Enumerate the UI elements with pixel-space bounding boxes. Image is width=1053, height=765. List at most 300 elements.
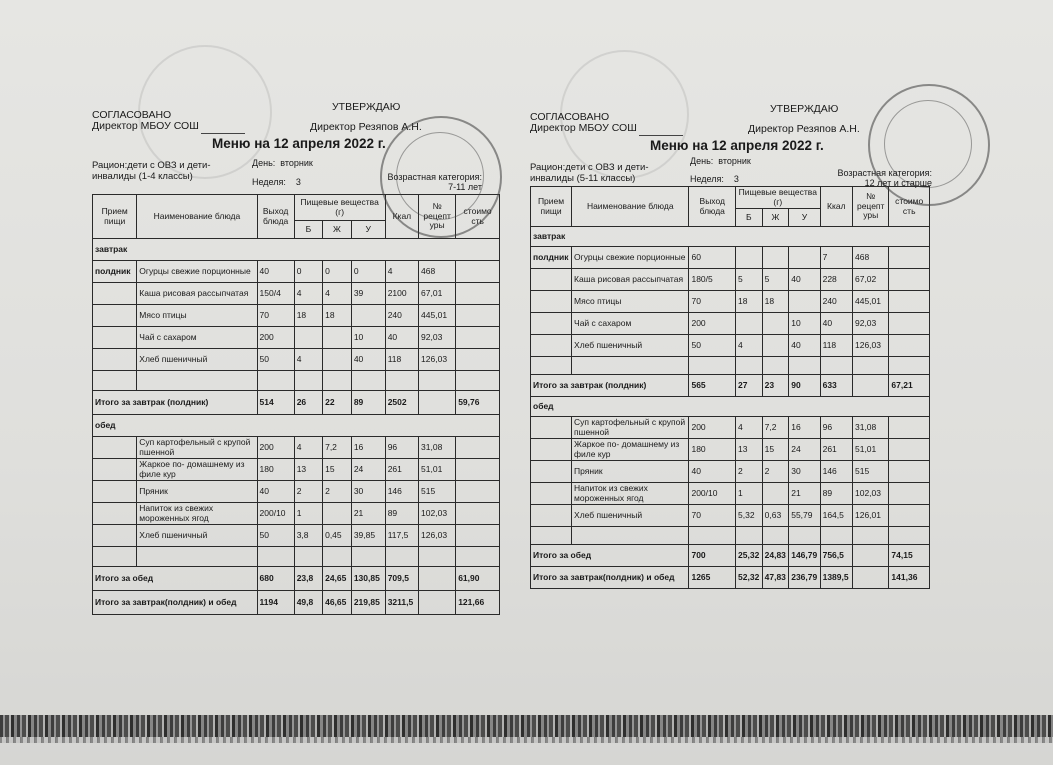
total-row — [531, 545, 930, 567]
value-u: 10 — [789, 313, 820, 335]
value-b — [736, 313, 763, 335]
table-row — [531, 505, 930, 527]
meal-cell — [531, 483, 572, 505]
meal-cell — [93, 305, 137, 327]
value-b: 13 — [294, 459, 322, 481]
value-cost — [889, 417, 930, 439]
dish-name: Огурцы свежие порционные — [572, 247, 689, 269]
total-row — [93, 567, 500, 591]
total-zh: 24,65 — [323, 567, 352, 591]
empty-cell — [820, 357, 852, 375]
age-value: 7-11 лет — [448, 182, 482, 192]
value-recipe: 102,03 — [419, 503, 456, 525]
value-kcal: 89 — [385, 503, 418, 525]
agreed-title: СОГЛАСОВАНО — [530, 111, 610, 123]
header-yield: Выход блюда — [257, 195, 294, 239]
stamp-icon — [380, 116, 502, 238]
section-row — [531, 397, 930, 417]
value-cost — [889, 505, 930, 527]
value-u — [789, 291, 820, 313]
table-row — [93, 349, 500, 371]
value-b: 0 — [294, 261, 322, 283]
total-cost: 67,21 — [889, 375, 930, 397]
dish-name: Хлеб пшеничный — [572, 335, 689, 357]
agreed-line: Директор МБОУ СОШ — [92, 120, 199, 132]
header-kcal: Ккал — [385, 195, 418, 239]
total-label: Итого за обед — [93, 567, 258, 591]
value-yield: 200 — [689, 313, 736, 335]
total-label: Итого за завтрак (полдник) — [531, 375, 689, 397]
dish-name: Чай с сахаром — [572, 313, 689, 335]
value-b — [736, 247, 763, 269]
table-row — [93, 327, 500, 349]
meal-cell — [93, 437, 137, 459]
signature-icon — [201, 122, 245, 134]
total-b: 49,8 — [294, 591, 322, 615]
value-u: 55,79 — [789, 505, 820, 527]
dish-name: Огурцы свежие порционные — [137, 261, 257, 283]
meal-cell — [531, 313, 572, 335]
week-label: Неделя: — [690, 174, 724, 184]
empty-cell — [572, 357, 689, 375]
empty-cell — [93, 547, 137, 567]
total-zh: 47,83 — [762, 567, 789, 589]
total-b: 25,32 — [736, 545, 763, 567]
total-label: Итого за завтрак(полдник) и обед — [93, 591, 258, 615]
value-u: 39,85 — [351, 525, 385, 547]
dish-name: Чай с сахаром — [137, 327, 257, 349]
meal-cell — [531, 335, 572, 357]
value-b: 1 — [294, 503, 322, 525]
value-zh: 18 — [762, 291, 789, 313]
day-value: вторник — [280, 158, 313, 168]
total-yield: 1265 — [689, 567, 736, 589]
value-recipe: 92,03 — [852, 313, 888, 335]
empty-cell — [762, 527, 789, 545]
empty-cell — [385, 371, 418, 391]
age-label: Возрастная категория: — [837, 168, 932, 178]
dish-name: Пряник — [137, 481, 257, 503]
section-label: завтрак — [531, 227, 930, 247]
section-label: обед — [531, 397, 930, 417]
value-cost — [456, 327, 500, 349]
header-kcal: Ккал — [820, 187, 852, 227]
empty-cell — [456, 547, 500, 567]
value-zh — [762, 335, 789, 357]
value-cost — [456, 437, 500, 459]
empty-cell — [456, 371, 500, 391]
value-b: 4 — [294, 349, 322, 371]
week-label: Неделя: — [252, 177, 286, 187]
total-recipe — [419, 391, 456, 415]
value-zh: 15 — [762, 439, 789, 461]
value-zh: 4 — [323, 283, 352, 305]
empty-cell — [531, 357, 572, 375]
value-yield: 200/10 — [257, 503, 294, 525]
value-u — [789, 247, 820, 269]
value-recipe: 126,03 — [419, 525, 456, 547]
value-yield: 70 — [689, 505, 736, 527]
day-info — [252, 158, 313, 168]
value-kcal: 164,5 — [820, 505, 852, 527]
meal-cell — [531, 291, 572, 313]
total-b: 52,32 — [736, 567, 763, 589]
value-b: 3,8 — [294, 525, 322, 547]
value-yield: 50 — [257, 525, 294, 547]
value-kcal: 228 — [820, 269, 852, 291]
approve-title: УТВЕРЖДАЮ — [770, 103, 839, 115]
value-kcal: 96 — [385, 437, 418, 459]
age-value: 12 лет и старше — [864, 178, 932, 188]
empty-cell — [736, 357, 763, 375]
section-row — [93, 415, 500, 437]
empty-cell — [257, 547, 294, 567]
value-u: 39 — [351, 283, 385, 305]
value-cost — [889, 269, 930, 291]
total-zh: 24,83 — [762, 545, 789, 567]
value-recipe: 445,01 — [419, 305, 456, 327]
value-u: 24 — [351, 459, 385, 481]
table-row — [93, 261, 500, 283]
header-protein: Б — [294, 221, 322, 239]
value-yield: 180/5 — [689, 269, 736, 291]
agreed-line: Директор МБОУ СОШ — [530, 122, 637, 134]
value-recipe: 31,08 — [419, 437, 456, 459]
value-zh — [323, 503, 352, 525]
day-label: День: — [690, 156, 714, 166]
empty-cell — [889, 527, 930, 545]
section-label: завтрак — [93, 239, 500, 261]
header-yield: Выход блюда — [689, 187, 736, 227]
meal-cell — [93, 327, 137, 349]
stamp-icon — [868, 84, 990, 206]
total-label: Итого за обед — [531, 545, 689, 567]
value-yield: 200 — [689, 417, 736, 439]
meal-cell — [531, 269, 572, 291]
empty-cell — [789, 357, 820, 375]
day-value: вторник — [718, 156, 751, 166]
value-recipe: 67,01 — [419, 283, 456, 305]
value-b: 5,32 — [736, 505, 763, 527]
value-recipe: 445,01 — [852, 291, 888, 313]
menu-title: Меню на 12 апреля 2022 г. — [650, 138, 824, 153]
value-cost — [889, 483, 930, 505]
value-zh: 2 — [762, 461, 789, 483]
section-row — [93, 239, 500, 261]
total-kcal: 756,5 — [820, 545, 852, 567]
value-recipe: 468 — [852, 247, 888, 269]
empty-row — [531, 357, 930, 375]
value-zh: 7,2 — [323, 437, 352, 459]
dish-name: Суп картофельный с крупой пшенной — [572, 417, 689, 439]
value-kcal: 40 — [385, 327, 418, 349]
value-zh — [762, 313, 789, 335]
total-b: 23,8 — [294, 567, 322, 591]
header-cost: стоимо сть — [456, 195, 500, 239]
value-kcal: 2100 — [385, 283, 418, 305]
value-u: 40 — [789, 335, 820, 357]
value-b — [294, 327, 322, 349]
table-row — [531, 247, 930, 269]
table-row — [93, 305, 500, 327]
dish-name: Жаркое по- домашнему из филе кур — [137, 459, 257, 481]
header-nutrients: Пищевые вещества (г) — [736, 187, 821, 209]
value-zh: 18 — [323, 305, 352, 327]
header-recipe: № рецепт уры — [852, 187, 888, 227]
value-recipe: 126,03 — [419, 349, 456, 371]
header-fat: Ж — [762, 209, 789, 227]
empty-row — [93, 371, 500, 391]
header-dish: Наименование блюда — [572, 187, 689, 227]
value-kcal: 4 — [385, 261, 418, 283]
value-zh — [323, 327, 352, 349]
empty-cell — [762, 357, 789, 375]
value-zh — [762, 247, 789, 269]
value-b: 5 — [736, 269, 763, 291]
scan-edge-noise — [0, 737, 1053, 743]
day-info — [690, 156, 751, 166]
value-cost — [889, 291, 930, 313]
total-row — [531, 567, 930, 589]
table-row — [93, 503, 500, 525]
meal-cell — [93, 503, 137, 525]
table-row — [531, 483, 930, 505]
value-zh: 15 — [323, 459, 352, 481]
meal-cell — [93, 349, 137, 371]
value-cost — [889, 313, 930, 335]
value-cost — [889, 247, 930, 269]
meal-cell — [93, 525, 137, 547]
approve-line: Директор Резяпов А.Н. — [310, 121, 422, 133]
value-u: 30 — [789, 461, 820, 483]
value-u: 10 — [351, 327, 385, 349]
dish-name: Пряник — [572, 461, 689, 483]
empty-cell — [323, 547, 352, 567]
empty-row — [93, 547, 500, 567]
value-zh: 5 — [762, 269, 789, 291]
empty-cell — [257, 371, 294, 391]
meal-cell — [531, 439, 572, 461]
value-cost — [456, 305, 500, 327]
meal-cell — [93, 283, 137, 305]
dish-name: Хлеб пшеничный — [137, 349, 257, 371]
table-row — [93, 459, 500, 481]
table-row — [531, 269, 930, 291]
total-kcal: 633 — [820, 375, 852, 397]
total-label: Итого за завтрак(полдник) и обед — [531, 567, 689, 589]
value-b: 18 — [736, 291, 763, 313]
total-zh: 23 — [762, 375, 789, 397]
value-kcal: 240 — [385, 305, 418, 327]
value-kcal: 146 — [820, 461, 852, 483]
header-carbs: У — [351, 221, 385, 239]
value-recipe: 67,02 — [852, 269, 888, 291]
total-u: 89 — [351, 391, 385, 415]
value-yield: 200 — [257, 327, 294, 349]
total-cost: 59,76 — [456, 391, 500, 415]
value-kcal: 7 — [820, 247, 852, 269]
week-value: 3 — [295, 177, 301, 187]
empty-cell — [852, 527, 888, 545]
value-zh — [323, 349, 352, 371]
meal-cell — [93, 459, 137, 481]
value-kcal: 240 — [820, 291, 852, 313]
value-b: 4 — [736, 417, 763, 439]
table-row — [93, 283, 500, 305]
agreed-title: СОГЛАСОВАНО — [92, 109, 172, 121]
total-yield: 680 — [257, 567, 294, 591]
value-kcal: 118 — [820, 335, 852, 357]
value-yield: 180 — [257, 459, 294, 481]
dish-name: Хлеб пшеничный — [137, 525, 257, 547]
value-cost — [889, 439, 930, 461]
total-zh: 46,65 — [323, 591, 352, 615]
value-yield: 180 — [689, 439, 736, 461]
meal-cell — [531, 417, 572, 439]
menu-table — [92, 194, 500, 615]
week-value: 3 — [733, 174, 739, 184]
table-row — [93, 481, 500, 503]
value-cost — [456, 525, 500, 547]
empty-cell — [789, 527, 820, 545]
value-kcal: 261 — [385, 459, 418, 481]
empty-cell — [294, 547, 322, 567]
total-b: 27 — [736, 375, 763, 397]
value-u — [351, 305, 385, 327]
total-recipe — [419, 567, 456, 591]
value-yield: 200 — [257, 437, 294, 459]
header-protein: Б — [736, 209, 763, 227]
total-yield: 565 — [689, 375, 736, 397]
total-cost: 141,36 — [889, 567, 930, 589]
total-cost: 74,15 — [889, 545, 930, 567]
value-u: 0 — [351, 261, 385, 283]
value-b: 4 — [736, 335, 763, 357]
dish-name: Хлеб пшеничный — [572, 505, 689, 527]
value-kcal: 89 — [820, 483, 852, 505]
approve-block — [748, 103, 860, 135]
value-recipe: 31,08 — [852, 417, 888, 439]
empty-cell — [689, 527, 736, 545]
value-zh: 0 — [323, 261, 352, 283]
total-recipe — [852, 545, 888, 567]
empty-cell — [137, 371, 257, 391]
empty-cell — [294, 371, 322, 391]
value-yield: 50 — [689, 335, 736, 357]
value-u: 16 — [789, 417, 820, 439]
dish-name: Жаркое по- домашнему из филе кур — [572, 439, 689, 461]
value-yield: 150/4 — [257, 283, 294, 305]
empty-cell — [852, 357, 888, 375]
value-recipe: 468 — [419, 261, 456, 283]
value-zh: 7,2 — [762, 417, 789, 439]
agreed-block — [92, 110, 247, 134]
value-u: 40 — [351, 349, 385, 371]
value-yield: 60 — [689, 247, 736, 269]
value-kcal: 96 — [820, 417, 852, 439]
value-b: 4 — [294, 437, 322, 459]
table-row — [93, 525, 500, 547]
total-kcal: 709,5 — [385, 567, 418, 591]
dish-name: Мясо птицы — [137, 305, 257, 327]
empty-cell — [531, 527, 572, 545]
value-u: 16 — [351, 437, 385, 459]
empty-cell — [385, 547, 418, 567]
dish-name: Каша рисовая рассыпчатая — [572, 269, 689, 291]
total-recipe — [852, 375, 888, 397]
header-cost: стоимо сть — [889, 187, 930, 227]
dish-name: Напиток из свежих мороженных ягод — [137, 503, 257, 525]
value-zh: 0,45 — [323, 525, 352, 547]
section-row — [531, 227, 930, 247]
empty-cell — [93, 371, 137, 391]
value-cost — [889, 335, 930, 357]
value-cost — [456, 261, 500, 283]
value-cost — [456, 349, 500, 371]
total-u: 90 — [789, 375, 820, 397]
total-row — [531, 375, 930, 397]
section-label: полдник — [93, 261, 137, 283]
value-recipe: 92,03 — [419, 327, 456, 349]
value-u: 30 — [351, 481, 385, 503]
value-kcal: 118 — [385, 349, 418, 371]
value-recipe: 515 — [852, 461, 888, 483]
value-recipe: 126,01 — [852, 505, 888, 527]
menu-title: Меню на 12 апреля 2022 г. — [212, 136, 386, 151]
value-u: 40 — [789, 269, 820, 291]
header-meal: Прием пищи — [531, 187, 572, 227]
signature-icon — [639, 124, 683, 136]
table-row — [531, 439, 930, 461]
total-recipe — [852, 567, 888, 589]
value-recipe: 102,03 — [852, 483, 888, 505]
empty-cell — [351, 547, 385, 567]
total-zh: 22 — [323, 391, 352, 415]
empty-cell — [689, 357, 736, 375]
header-fat: Ж — [323, 221, 352, 239]
header-recipe: № рецепт уры — [419, 195, 456, 239]
section-label: полдник — [531, 247, 572, 269]
meal-cell — [93, 481, 137, 503]
dish-name: Суп картофельный с крупой пшенной — [137, 437, 257, 459]
dish-name: Мясо птицы — [572, 291, 689, 313]
empty-cell — [419, 547, 456, 567]
table-row — [531, 335, 930, 357]
header-nutrients: Пищевые вещества (г) — [294, 195, 385, 221]
total-u: 219,85 — [351, 591, 385, 615]
total-recipe — [419, 591, 456, 615]
value-yield: 200/10 — [689, 483, 736, 505]
total-u: 236,79 — [789, 567, 820, 589]
value-cost — [456, 481, 500, 503]
value-cost — [456, 459, 500, 481]
value-cost — [456, 283, 500, 305]
value-u: 24 — [789, 439, 820, 461]
value-recipe: 51,01 — [419, 459, 456, 481]
value-cost — [889, 461, 930, 483]
value-kcal: 261 — [820, 439, 852, 461]
menu-table — [530, 186, 930, 589]
value-yield: 50 — [257, 349, 294, 371]
value-yield: 70 — [257, 305, 294, 327]
table-row — [531, 461, 930, 483]
value-yield: 70 — [689, 291, 736, 313]
total-yield: 514 — [257, 391, 294, 415]
total-yield: 700 — [689, 545, 736, 567]
value-b: 18 — [294, 305, 322, 327]
empty-cell — [889, 357, 930, 375]
value-b: 13 — [736, 439, 763, 461]
